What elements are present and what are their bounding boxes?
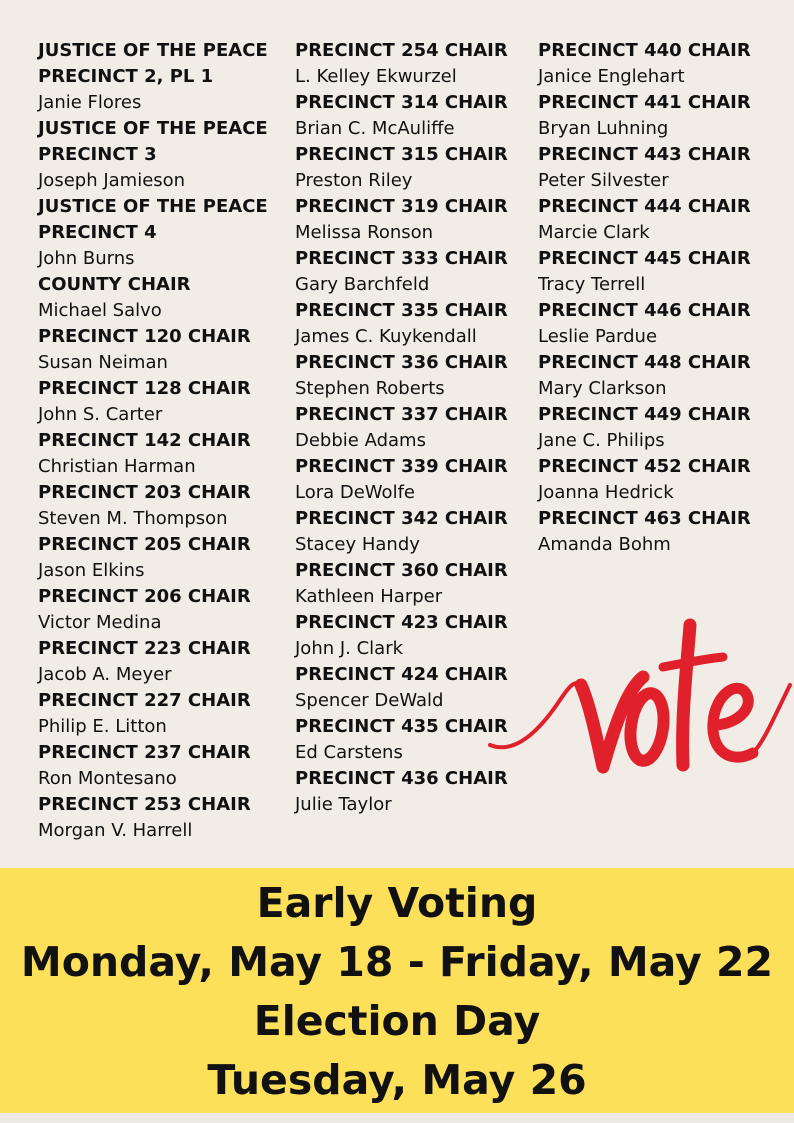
office-heading: PRECINCT 342 CHAIR bbox=[295, 508, 508, 529]
office-heading: PRECINCT 443 CHAIR bbox=[538, 144, 751, 165]
office-heading: PRECINCT 254 CHAIR bbox=[295, 40, 508, 61]
office-heading: PRECINCT 4 bbox=[38, 222, 157, 243]
office-heading: PRECINCT 339 CHAIR bbox=[295, 456, 508, 477]
office-heading: PRECINCT 441 CHAIR bbox=[538, 92, 751, 113]
candidate-name: Michael Salvo bbox=[38, 300, 162, 321]
candidate-name: Joseph Jamieson bbox=[38, 170, 186, 191]
candidate-name: Peter Silvester bbox=[538, 170, 669, 191]
office-heading: PRECINCT 253 CHAIR bbox=[38, 794, 251, 815]
office-heading: PRECINCT 223 CHAIR bbox=[38, 638, 251, 659]
office-heading: PRECINCT 440 CHAIR bbox=[538, 40, 751, 61]
office-heading: PRECINCT 449 CHAIR bbox=[538, 404, 751, 425]
office-heading: PRECINCT 448 CHAIR bbox=[538, 352, 751, 373]
banner-early-voting: Early Voting bbox=[256, 879, 538, 927]
candidate-name: Mary Clarkson bbox=[538, 378, 667, 399]
office-heading: PRECINCT 337 CHAIR bbox=[295, 404, 508, 425]
office-heading: PRECINCT 423 CHAIR bbox=[295, 612, 508, 633]
candidate-name: Jason Elkins bbox=[38, 560, 145, 581]
candidate-name: Christian Harman bbox=[38, 456, 196, 477]
early-voting-banner bbox=[0, 868, 794, 1113]
office-heading: PRECINCT 336 CHAIR bbox=[295, 352, 508, 373]
candidate-name: Leslie Pardue bbox=[538, 326, 658, 347]
candidate-name: Stacey Handy bbox=[295, 534, 420, 555]
candidate-name: Victor Medina bbox=[38, 612, 162, 633]
candidate-name: Debbie Adams bbox=[295, 430, 426, 451]
candidate-name: John Burns bbox=[38, 248, 135, 269]
office-heading: PRECINCT 237 CHAIR bbox=[38, 742, 251, 763]
office-heading: COUNTY CHAIR bbox=[38, 274, 191, 295]
office-heading: PRECINCT 2, PL 1 bbox=[38, 66, 214, 87]
candidate-name: Melissa Ronson bbox=[295, 222, 434, 243]
office-heading: PRECINCT 3 bbox=[38, 144, 157, 165]
office-heading: PRECINCT 463 CHAIR bbox=[538, 508, 751, 529]
office-heading: PRECINCT 436 CHAIR bbox=[295, 768, 508, 789]
candidate-name: Susan Neiman bbox=[38, 352, 168, 373]
vote-script-graphic bbox=[485, 605, 794, 790]
candidate-name: Jane C. Philips bbox=[538, 430, 665, 451]
column-3 bbox=[538, 38, 751, 558]
office-heading: PRECINCT 319 CHAIR bbox=[295, 196, 508, 217]
candidate-name: Janie Flores bbox=[38, 92, 142, 113]
office-heading: PRECINCT 335 CHAIR bbox=[295, 300, 508, 321]
candidate-name: Spencer DeWald bbox=[295, 690, 444, 711]
candidate-name: Julie Taylor bbox=[295, 794, 392, 815]
candidate-name: Brian C. McAuliffe bbox=[295, 118, 455, 139]
candidate-name: Morgan V. Harrell bbox=[38, 820, 193, 841]
office-heading: JUSTICE OF THE PEACE bbox=[38, 40, 268, 61]
office-heading: PRECINCT 360 CHAIR bbox=[295, 560, 508, 581]
candidate-name: Bryan Luhning bbox=[538, 118, 669, 139]
candidate-name: James C. Kuykendall bbox=[295, 326, 477, 347]
office-heading: JUSTICE OF THE PEACE bbox=[38, 196, 268, 217]
office-heading: PRECINCT 333 CHAIR bbox=[295, 248, 508, 269]
candidate-name: Tracy Terrell bbox=[538, 274, 646, 295]
office-heading: PRECINCT 120 CHAIR bbox=[38, 326, 251, 347]
office-heading: PRECINCT 206 CHAIR bbox=[38, 586, 251, 607]
candidate-name: John J. Clark bbox=[295, 638, 404, 659]
candidate-name: Lora DeWolfe bbox=[295, 482, 415, 503]
candidate-name: Kathleen Harper bbox=[295, 586, 443, 607]
office-heading: PRECINCT 424 CHAIR bbox=[295, 664, 508, 685]
candidate-name: Ron Montesano bbox=[38, 768, 177, 789]
office-heading: PRECINCT 315 CHAIR bbox=[295, 144, 508, 165]
candidate-name: Marcie Clark bbox=[538, 222, 650, 243]
office-heading: PRECINCT 314 CHAIR bbox=[295, 92, 508, 113]
column-2 bbox=[295, 38, 508, 818]
candidate-name: Stephen Roberts bbox=[295, 378, 445, 399]
candidate-name: Gary Barchfeld bbox=[295, 274, 430, 295]
office-heading: PRECINCT 435 CHAIR bbox=[295, 716, 508, 737]
office-heading: PRECINCT 445 CHAIR bbox=[538, 248, 751, 269]
banner-election-day-date: Tuesday, May 26 bbox=[207, 1056, 587, 1104]
candidate-name: Philip E. Litton bbox=[38, 716, 167, 737]
candidate-name: Preston Riley bbox=[295, 170, 413, 191]
candidate-name: Joanna Hedrick bbox=[538, 482, 674, 503]
column-1 bbox=[38, 38, 268, 844]
office-heading: PRECINCT 205 CHAIR bbox=[38, 534, 251, 555]
office-heading: PRECINCT 444 CHAIR bbox=[538, 196, 751, 217]
office-heading: JUSTICE OF THE PEACE bbox=[38, 118, 268, 139]
candidate-name: Ed Carstens bbox=[295, 742, 403, 763]
candidate-name: L. Kelley Ekwurzel bbox=[295, 66, 457, 87]
office-heading: PRECINCT 128 CHAIR bbox=[38, 378, 251, 399]
candidate-name: John S. Carter bbox=[38, 404, 163, 425]
office-heading: PRECINCT 142 CHAIR bbox=[38, 430, 251, 451]
candidate-name: Janice Englehart bbox=[538, 66, 685, 87]
candidate-name: Jacob A. Meyer bbox=[38, 664, 172, 685]
office-heading: PRECINCT 452 CHAIR bbox=[538, 456, 751, 477]
candidate-name: Amanda Bohm bbox=[538, 534, 671, 555]
bottom-strip bbox=[0, 1113, 794, 1123]
office-heading: PRECINCT 227 CHAIR bbox=[38, 690, 251, 711]
office-heading: PRECINCT 446 CHAIR bbox=[538, 300, 751, 321]
banner-election-day: Election Day bbox=[253, 997, 541, 1045]
banner-early-voting-dates: Monday, May 18 - Friday, May 22 bbox=[20, 938, 774, 986]
office-heading: PRECINCT 203 CHAIR bbox=[38, 482, 251, 503]
candidate-name: Steven M. Thompson bbox=[38, 508, 228, 529]
